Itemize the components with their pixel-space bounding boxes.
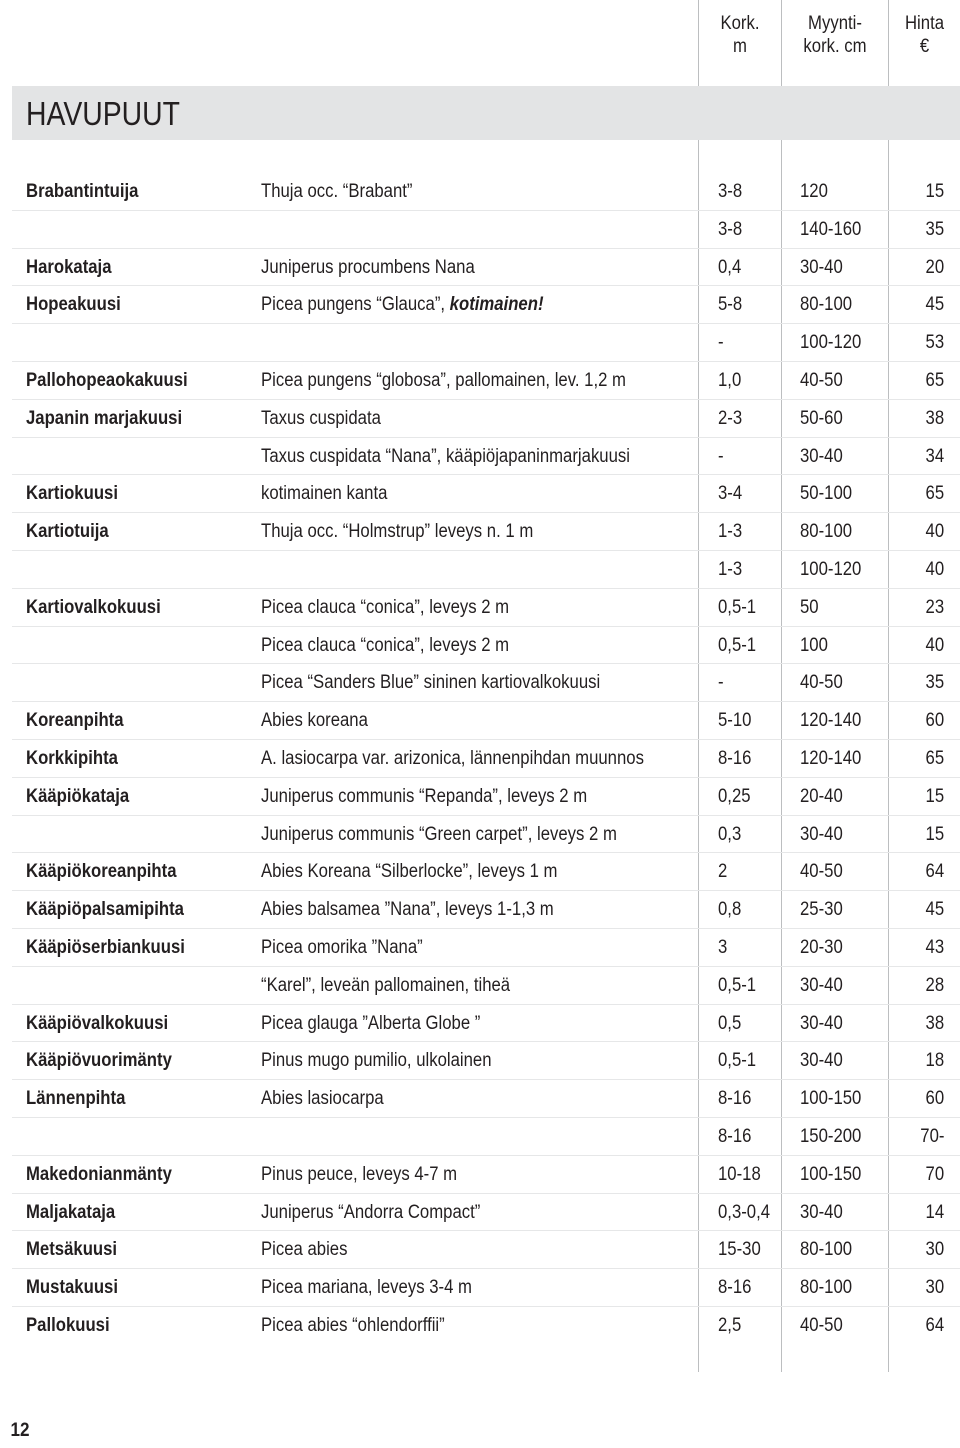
sale-size-value: 100-150 xyxy=(800,1088,862,1110)
table-row xyxy=(0,551,960,589)
sale-size-value: 120-140 xyxy=(800,710,862,732)
plant-latin-name: Abies koreana xyxy=(261,710,368,732)
table-row xyxy=(0,929,960,967)
height-value: 10-18 xyxy=(718,1163,761,1185)
sale-size-value: 50-100 xyxy=(800,483,853,505)
price-value: 35 xyxy=(925,672,944,694)
table-row xyxy=(0,1005,960,1043)
plant-latin-name: Thuja occ. “Holmstrup” leveys n. 1 m xyxy=(261,521,534,543)
sale-size-value: 30-40 xyxy=(800,1012,843,1034)
plant-name: Koreanpihta xyxy=(26,710,124,732)
sale-size-value: 120 xyxy=(800,181,828,202)
height-value: 0,5-1 xyxy=(718,596,757,618)
plant-latin-name: Thuja occ. “Brabant” xyxy=(261,181,413,202)
price-value: 65 xyxy=(925,483,944,505)
plant-name: Pallohopeaokakuusi xyxy=(26,369,188,391)
sale-size-value: 80-100 xyxy=(800,1277,853,1299)
column-header-height xyxy=(704,12,776,58)
table-row xyxy=(0,1307,960,1345)
table-row xyxy=(0,967,960,1005)
plant-name: Harokataja xyxy=(26,256,112,278)
height-value: 0,3-0,4 xyxy=(718,1201,771,1223)
sale-size-value: 40-50 xyxy=(800,672,843,694)
sale-size-value: 100 xyxy=(800,634,828,656)
plant-latin-name: Taxus cuspidata “Nana”, kääpiöjapaninmarjakuusi xyxy=(261,445,630,467)
height-value: 1-3 xyxy=(718,521,743,543)
table-row xyxy=(0,249,960,287)
price-value: 40 xyxy=(925,634,944,656)
price-value: 60 xyxy=(925,710,944,732)
price-value: 23 xyxy=(925,596,944,618)
price-value: 65 xyxy=(925,369,944,391)
plant-latin-name: “Karel”, leveän pallomainen, tiheä xyxy=(261,974,511,996)
height-value: 3 xyxy=(718,936,728,958)
table-row xyxy=(0,627,960,665)
plant-name: Kääpiöserbiankuusi xyxy=(26,936,185,958)
height-value: 2,5 xyxy=(718,1314,742,1336)
column-header-price xyxy=(893,12,955,58)
plant-latin-name: Pinus peuce, leveys 4-7 m xyxy=(261,1163,458,1185)
plant-name: Kääpiöpalsamipihta xyxy=(26,899,184,921)
price-value: 18 xyxy=(925,1050,944,1072)
column-header-price-line2: € xyxy=(919,36,930,57)
height-value: - xyxy=(718,672,724,694)
sale-size-value: 30-40 xyxy=(800,823,843,845)
plant-latin-name xyxy=(261,293,544,317)
height-value: 8-16 xyxy=(718,747,752,769)
height-value: 0,8 xyxy=(718,899,742,921)
sale-size-value: 100-120 xyxy=(800,332,862,354)
table-row xyxy=(0,1194,960,1232)
price-value: 43 xyxy=(925,936,944,958)
plant-latin-name: Juniperus communis “Repanda”, leveys 2 m xyxy=(261,785,588,807)
plant-name: Makedonianmänty xyxy=(26,1163,172,1185)
price-value: 38 xyxy=(925,1012,944,1034)
plant-name: Kääpiövuorimänty xyxy=(26,1050,172,1072)
sale-size-value: 30-40 xyxy=(800,1201,843,1223)
plant-latin-name: Picea mariana, leveys 3-4 m xyxy=(261,1277,472,1299)
plant-latin-name: kotimainen kanta xyxy=(261,483,388,505)
table-row xyxy=(0,853,960,891)
price-value: 53 xyxy=(925,332,944,354)
plant-latin-name: A. lasiocarpa var. arizonica, lännenpihdan muunnos xyxy=(261,747,644,769)
price-value: 15 xyxy=(925,823,944,845)
height-value: 2-3 xyxy=(718,407,743,429)
price-value: 35 xyxy=(925,218,944,240)
sale-size-value: 25-30 xyxy=(800,899,843,921)
plant-latin-name: Picea omorika ”Nana” xyxy=(261,936,423,958)
price-value: 70 xyxy=(925,1163,944,1185)
sale-size-value: 30-40 xyxy=(800,974,843,996)
table-row xyxy=(0,173,960,211)
price-value: 30 xyxy=(925,1277,944,1299)
plant-latin-name: Picea clauca “conica”, leveys 2 m xyxy=(261,634,510,656)
height-value: 0,5-1 xyxy=(718,1050,757,1072)
plant-latin-name: Picea abies “ohlendorffii” xyxy=(261,1314,445,1336)
plant-latin-name: Picea “Sanders Blue” sininen kartiovalkokuusi xyxy=(261,672,601,694)
plant-latin-name: Taxus cuspidata xyxy=(261,407,381,429)
price-value: 64 xyxy=(925,1314,944,1336)
price-value: 40 xyxy=(925,521,944,543)
sale-size-value: 40-50 xyxy=(800,369,843,391)
plant-latin-name: Picea pungens “globosa”, pallomainen, lev. 1,2 m xyxy=(261,369,626,391)
plant-name: Maljakataja xyxy=(26,1201,116,1223)
section-header-bar xyxy=(12,86,960,140)
plant-name: Kartiokuusi xyxy=(26,483,118,505)
plant-latin-name: Juniperus communis “Green carpet”, leveys 2 m xyxy=(261,823,617,845)
sale-size-value: 20-40 xyxy=(800,785,843,807)
price-value: 65 xyxy=(925,747,944,769)
sale-size-value: 150-200 xyxy=(800,1125,862,1147)
sale-size-value: 80-100 xyxy=(800,294,853,316)
height-value: 0,5 xyxy=(718,1012,742,1034)
height-value: 3-4 xyxy=(718,483,743,505)
price-value: 30 xyxy=(925,1239,944,1261)
table-row xyxy=(0,1269,960,1307)
price-value: 28 xyxy=(925,974,944,996)
sale-size-value: 100-150 xyxy=(800,1163,862,1185)
sale-size-value: 80-100 xyxy=(800,521,853,543)
plant-latin-name: Picea clauca “conica”, leveys 2 m xyxy=(261,596,510,618)
height-value: 3-8 xyxy=(718,181,743,202)
plant-latin-name: Juniperus “Andorra Compact” xyxy=(261,1201,481,1223)
price-value: 38 xyxy=(925,407,944,429)
plant-latin-name: Pinus mugo pumilio, ulkolainen xyxy=(261,1050,492,1072)
price-table xyxy=(0,173,960,1345)
column-header-sale-size-line2: kork. cm xyxy=(803,36,867,57)
price-value: 64 xyxy=(925,861,944,883)
table-row xyxy=(0,438,960,476)
column-header-price-line1: Hinta xyxy=(904,13,945,34)
plant-latin-name-text: Picea pungens “Glauca”, xyxy=(261,294,450,316)
table-row xyxy=(0,1080,960,1118)
section-title: HAVUPUUT xyxy=(26,95,181,132)
height-value: 8-16 xyxy=(718,1277,752,1299)
height-value: 0,5-1 xyxy=(718,974,757,996)
sale-size-value: 140-160 xyxy=(800,218,862,240)
plant-name: Brabantintuija xyxy=(26,181,139,202)
price-value: 70- xyxy=(919,1125,944,1147)
sale-size-value: 40-50 xyxy=(800,861,843,883)
column-header-height-line1: Kork. xyxy=(720,13,760,34)
sale-size-value: 30-40 xyxy=(800,1050,843,1072)
plant-latin-name: Juniperus procumbens Nana xyxy=(261,256,475,278)
table-row xyxy=(0,1156,960,1194)
table-row xyxy=(0,1231,960,1269)
column-header-sale-size-line1: Myynti- xyxy=(808,13,862,34)
height-value: 8-16 xyxy=(718,1125,752,1147)
price-value: 45 xyxy=(925,294,944,316)
plant-name: Kääpiökoreanpihta xyxy=(26,861,177,883)
height-value: 0,4 xyxy=(718,256,742,278)
sale-size-value: 30-40 xyxy=(800,445,843,467)
table-row xyxy=(0,324,960,362)
table-row xyxy=(0,211,960,249)
table-row xyxy=(0,816,960,854)
plant-latin-name: Abies Koreana “Silberlocke”, leveys 1 m xyxy=(261,861,558,883)
plant-name: Lännenpihta xyxy=(26,1088,126,1110)
plant-name: Japanin marjakuusi xyxy=(26,407,183,429)
plant-latin-name: Picea abies xyxy=(261,1239,348,1261)
price-value: 60 xyxy=(925,1088,944,1110)
table-row xyxy=(0,891,960,929)
table-row xyxy=(0,513,960,551)
table-row xyxy=(0,1042,960,1080)
height-value: 8-16 xyxy=(718,1088,752,1110)
plant-name: Kartiovalkokuusi xyxy=(26,596,161,618)
table-row xyxy=(0,589,960,627)
plant-name: Kartiotuija xyxy=(26,521,109,543)
height-value: - xyxy=(718,332,724,354)
plant-name: Kääpiövalkokuusi xyxy=(26,1012,169,1034)
price-value: 45 xyxy=(925,899,944,921)
sale-size-value: 80-100 xyxy=(800,1239,853,1261)
sale-size-value: 100-120 xyxy=(800,558,862,580)
height-value: 0,3 xyxy=(718,823,742,845)
column-header-sale-size xyxy=(788,12,881,58)
price-value: 40 xyxy=(925,558,944,580)
plant-latin-name: Abies balsamea ”Nana”, leveys 1-1,3 m xyxy=(261,899,554,921)
height-value: 1,0 xyxy=(718,369,742,391)
table-row xyxy=(0,400,960,438)
sale-size-value: 50 xyxy=(800,596,819,618)
sale-size-value: 20-30 xyxy=(800,936,843,958)
height-value: 3-8 xyxy=(718,218,743,240)
table-row xyxy=(0,362,960,400)
sale-size-value: 50-60 xyxy=(800,407,843,429)
price-value: 15 xyxy=(925,181,944,202)
sale-size-value: 40-50 xyxy=(800,1314,843,1336)
plant-name: Metsäkuusi xyxy=(26,1239,118,1261)
height-value: 0,25 xyxy=(718,785,751,807)
price-value: 15 xyxy=(925,785,944,807)
table-row xyxy=(0,286,960,324)
plant-name: Korkkipihta xyxy=(26,747,118,769)
plant-name: Pallokuusi xyxy=(26,1314,110,1336)
sale-size-value: 120-140 xyxy=(800,747,862,769)
price-value: 34 xyxy=(925,445,944,467)
plant-name: Mustakuusi xyxy=(26,1277,118,1299)
height-value: 2 xyxy=(718,861,728,883)
height-value: 5-10 xyxy=(718,710,752,732)
table-row xyxy=(0,475,960,513)
height-value: 15-30 xyxy=(718,1239,761,1261)
plant-latin-name: Abies lasiocarpa xyxy=(261,1088,384,1110)
table-row xyxy=(0,664,960,702)
plant-name: Kääpiökataja xyxy=(26,785,130,807)
table-row xyxy=(0,702,960,740)
plant-latin-emphasis: kotimainen! xyxy=(449,294,544,316)
height-value: 5-8 xyxy=(718,294,743,316)
plant-name: Hopeakuusi xyxy=(26,294,121,316)
plant-latin-name: Picea glauga ”Alberta Globe ” xyxy=(261,1012,481,1034)
price-value: 14 xyxy=(925,1201,944,1223)
height-value: 0,5-1 xyxy=(718,634,757,656)
column-header-height-line2: m xyxy=(733,36,747,57)
sale-size-value: 30-40 xyxy=(800,256,843,278)
page-number: 12 xyxy=(10,1420,30,1441)
table-row xyxy=(0,1118,960,1156)
price-value: 20 xyxy=(925,256,944,278)
table-row xyxy=(0,740,960,778)
height-value: 1-3 xyxy=(718,558,743,580)
height-value: - xyxy=(718,445,724,467)
table-row xyxy=(0,778,960,816)
